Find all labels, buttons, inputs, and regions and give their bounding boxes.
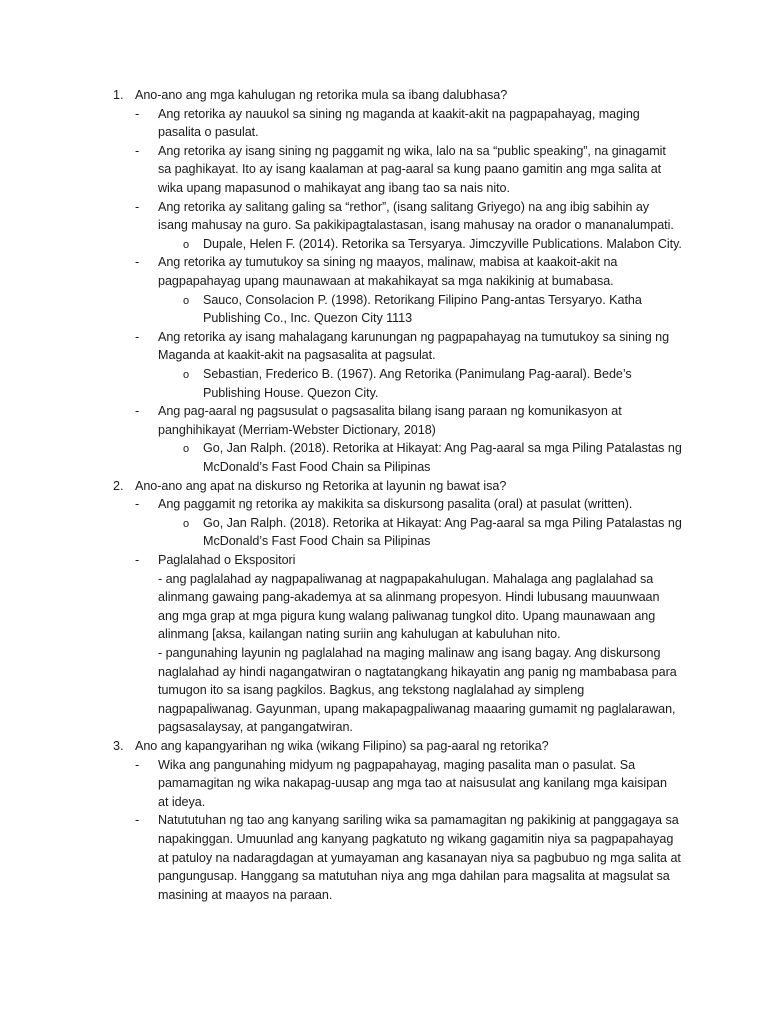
- list-item-text: Ang paggamit ng retorika ay makikita sa diskursong pasalita (oral) at pasulat (written).: [158, 497, 633, 512]
- question-text: Ano-ano ang mga kahulugan ng retorika mula sa ibang dalubhasa?: [135, 88, 508, 102]
- list-dash-marker: -: [135, 143, 140, 158]
- list-dash-marker: -: [135, 553, 140, 567]
- list-item-text: panghihikayat (Merriam-Webster Dictionary, 2018): [158, 422, 436, 437]
- list-item-text: pamamagitan ng wika nakapag-uusap ang mga tao at naisusulat ang kanilang mga kaisipan: [158, 776, 667, 791]
- list-item-text: wika upang mapasunod o mahikayat ang ibang tao sa nais nito.: [158, 181, 510, 195]
- list-item-text: at patuloy na nadaragdagan at yumayaman ang kasanayan niya sa pagbubuo ng mga salita at: [158, 850, 681, 865]
- list-dash-marker: -: [135, 813, 140, 828]
- reference-text: Publishing Co., Inc. Quezon City 1113: [203, 311, 413, 326]
- list-item-text: - pangunahing layunin ng paglalahad na maging malinaw ang isang bagay. Ang diskursong: [158, 646, 661, 660]
- list-dash-marker: -: [135, 329, 140, 344]
- list-item-text: naglalahad ay hindi nagangatwiran o nagtatangkang hikayatin ang panig ng mambabasa para: [158, 664, 677, 679]
- list-item-text: Ang retorika ay isang mahalagang karunungan ng pagpapahayag na tumutukoy sa sining ng: [158, 329, 670, 344]
- question-number: 2.: [113, 478, 124, 493]
- list-item-text: isang mahusay na guro. Sa pakikipagtalastasan, isang mahusay na orador o mananalumpati.: [158, 218, 674, 233]
- reference-bullet-icon: o: [183, 443, 190, 456]
- question-text: Ano ang kapangyarihan ng wika (wikang Filipino) sa pag-aaral ng retorika?: [135, 739, 549, 753]
- list-dash-marker: -: [135, 199, 140, 214]
- list-dash-marker: -: [135, 404, 140, 419]
- list-item-text: Ang pag-aaral ng pagsusulat o pagsasalita bilang isang paraan ng komunikasyon at: [158, 404, 622, 419]
- reference-text: Sauco, Consolacion P. (1998). Retorikang Filipino Pang-antas Tersyaryo. Katha: [203, 292, 642, 307]
- list-item-text: Ang retorika ay salitang galing sa “rethor”, (isang salitang Griyego) na ang ibig sabihin ay: [158, 199, 650, 214]
- list-item-text: pagsasalaysay, at pangangatwiran.: [158, 720, 353, 735]
- reference-text: Go, Jan Ralph. (2018). Retorika at Hikayat: Ang Pag-aaral sa mga Piling Patalastas ng: [203, 441, 682, 456]
- question-number: 3.: [113, 739, 124, 753]
- reference-text: McDonald’s Fast Food Chain sa Pilipinas: [203, 460, 431, 474]
- list-item-text: alinmang [aksa, kailangan nating suriin ang kahulugan at kabuluhan nito.: [158, 627, 561, 642]
- reference-text: McDonald’s Fast Food Chain sa Pilipinas: [203, 534, 431, 549]
- reference-bullet-icon: o: [183, 294, 190, 307]
- reference-text: Dupale, Helen F. (2014). Retorika sa Tersyarya. Jimczyville Publications. Malabon City.: [203, 236, 682, 251]
- list-item-text: napakinggan. Umuunlad ang kanyang pagkatuto ng wikang gagamitin niya sa pagpapahayag: [158, 832, 674, 846]
- list-item-text: pangungusap. Hanggang sa matutuhan niya ang mga dahilan para magsalita at magsulat sa: [158, 869, 670, 884]
- reference-bullet-icon: o: [183, 369, 190, 381]
- list-item-text: Natututuhan ng tao ang kanyang sariling wika sa pamamagitan ng pakikinig at panggagaya sa: [158, 813, 679, 828]
- list-item-text: Paglalahad o Ekspositori: [158, 553, 296, 567]
- list-item-text: - ang paglalahad ay nagpapaliwanag at nagpapakahulugan. Mahalaga ang paglalahad sa: [158, 571, 654, 586]
- reference-text: Sebastian, Frederico B. (1967). Ang Retorika (Panimulang Pag-aaral). Bede’s: [203, 367, 632, 381]
- list-item-text: pasalita o pasulat.: [158, 125, 259, 140]
- list-item-text: Wika ang pangunahing midyum ng pagpapahayag, maging pasalita man o pasulat. Sa: [158, 757, 636, 772]
- list-item-text: at ideya.: [158, 794, 206, 809]
- reference-text: Publishing House. Quezon City.: [203, 385, 379, 400]
- list-item-text: Maganda at kaakit-akit na pagsasalita at pagsulat.: [158, 348, 436, 363]
- list-item-text: pagpapahayag upang maunawaan at makahikayat sa mga nakikinig at bumabasa.: [158, 274, 614, 288]
- list-dash-marker: -: [135, 757, 140, 772]
- list-item-text: Ang retorika ay nauukol sa sining ng maganda at kaakit-akit na pagpapahayag, maging: [158, 106, 640, 121]
- question-number: 1.: [113, 88, 124, 102]
- question-text: Ano-ano ang apat na diskurso ng Retorika at layunin ng bawat isa?: [135, 478, 507, 493]
- list-item-text: alinmang gawaing pang-akademya at sa alinmang propesyon. Hindi lubusang mauunwaan: [158, 590, 660, 605]
- list-item-text: Ang retorika ay isang sining ng paggamit ng wika, lalo na sa “public speaking”, na ginagamit: [158, 143, 666, 158]
- reference-bullet-icon: o: [183, 238, 190, 251]
- list-item-text: sa paghikayat. Ito ay isang kaalaman at pag-aaral sa kung paano gamitin ang mga salita at: [158, 162, 662, 177]
- reference-bullet-icon: o: [183, 517, 190, 530]
- list-dash-marker: -: [135, 255, 140, 270]
- list-item-text: Ang retorika ay tumutukoy sa sining ng maayos, malinaw, mabisa at kaakoit-akit na: [158, 255, 618, 270]
- list-dash-marker: -: [135, 497, 140, 512]
- list-item-text: masining at maayos na paraan.: [158, 887, 333, 902]
- list-item-text: ang mga grap at mga pigura kung walang paliwanag tungkol dito. Upang maunawaan ang: [158, 608, 656, 623]
- reference-text: Go, Jan Ralph. (2018). Retorika at Hikayat: Ang Pag-aaral sa mga Piling Patalastas ng: [203, 515, 682, 530]
- list-item-text: tumugon ito sa isang pagkilos. Bagkus, ang tekstong naglalahad ay simpleng: [158, 683, 585, 698]
- list-dash-marker: -: [135, 106, 140, 121]
- list-item-text: nagpapaliwanag. Gayunman, upang makapagpaliwanag maaaring gumamit ng paglalarawan,: [158, 701, 676, 716]
